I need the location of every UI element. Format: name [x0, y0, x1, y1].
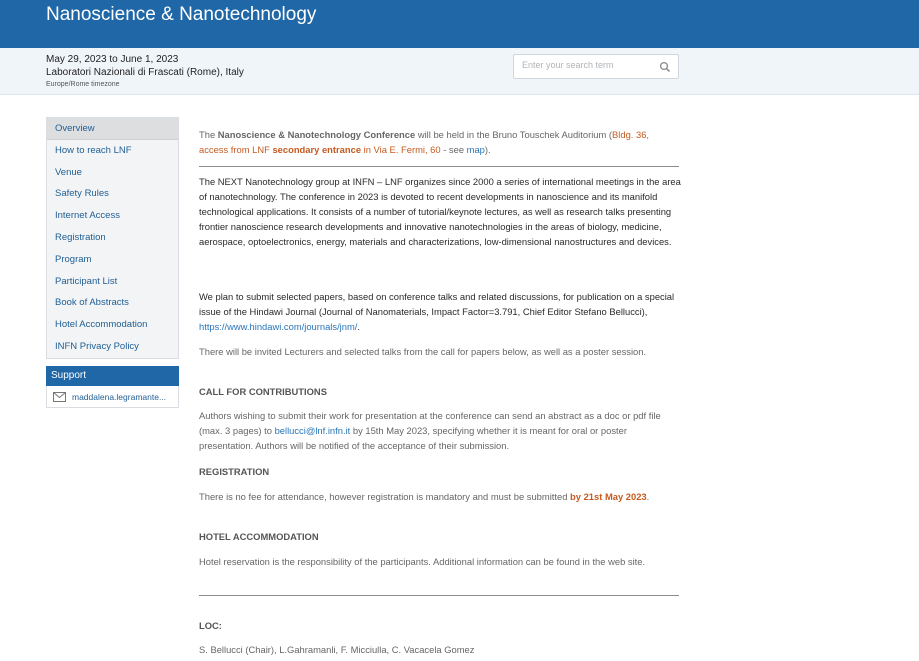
hotel-paragraph: Hotel reservation is the responsibility of the participants. Additional information can be found in the web site.	[199, 556, 646, 567]
registration-text: There is no fee for attendance, however registration is mandatory and must be submitted	[199, 491, 571, 502]
call-text: by 15th May 2023, specifying whether it is meant for oral or poster presentation. Authors will be notified of the acceptance of their submission.	[199, 425, 627, 451]
sidebar-item-internet-access[interactable]: Internet Access	[55, 210, 120, 222]
publication-text: We plan to submit selected papers, based on conference talks and related discussions, for publication on a special issue of the Hindawi Journal (Journal of Nanomaterials, Impact Factor=3.791, Chief Editor Stefano Bellucci),	[199, 291, 675, 317]
sidebar-item-program[interactable]: Program	[55, 253, 92, 265]
header-bar	[0, 0, 919, 48]
support-email-link[interactable]: maddalena.legramante...	[72, 391, 167, 402]
intro-text: - see	[440, 144, 467, 155]
hindawi-link[interactable]: https://www.hindawi.com/journals/jnm/	[199, 321, 358, 332]
divider	[199, 166, 679, 167]
publication-paragraph	[199, 289, 681, 334]
call-for-contributions-heading: CALL FOR CONTRIBUTIONS	[199, 386, 327, 397]
secondary-entrance: secondary entrance	[272, 144, 362, 155]
loc-heading: LOC:	[199, 620, 222, 631]
contact-email-link[interactable]: bellucci@lnf.infn.it	[274, 425, 351, 436]
building-info: Bldg. 36, access from LNF	[199, 129, 650, 155]
registration-deadline: by 21st May 2023	[570, 491, 647, 502]
invited-lecturers-paragraph: There will be invited Lecturers and selected talks from the call for papers below, as well as a poster session.	[199, 346, 647, 357]
call-text: Authors wishing to submit their work for presentation at the conference can send an abstract as a doc or pdf file (max. 3 pages) to	[199, 410, 661, 436]
sidebar-item-venue[interactable]: Venue	[55, 166, 82, 178]
sidebar-item-privacy-policy[interactable]: INFN Privacy Policy	[55, 340, 139, 352]
intro-text: will be held in the Bruno Touschek Auditorium (	[415, 129, 613, 140]
loc-members: S. Bellucci (Chair), L.Gahramanli, F. Micciulla, C. Vacacela Gomez	[199, 644, 475, 655]
publication-text: .	[357, 321, 361, 332]
call-for-contributions-paragraph	[199, 408, 679, 453]
event-dates: May 29, 2023 to June 1, 2023	[46, 54, 179, 65]
registration-text: .	[646, 491, 650, 502]
sidebar-item-participant-list[interactable]: Participant List	[55, 275, 118, 287]
sidebar-item-registration[interactable]: Registration	[55, 231, 106, 243]
intro-text: ).	[484, 144, 491, 155]
event-info-bar	[0, 48, 919, 95]
address-text: in Via E. Fermi, 60	[361, 144, 441, 155]
sidebar-item-safety-rules[interactable]: Safety Rules	[55, 188, 109, 200]
search-icon[interactable]	[659, 61, 671, 73]
support-email-row[interactable]	[46, 386, 179, 408]
sidebar-item-how-to-reach[interactable]: How to reach LNF	[55, 144, 132, 156]
map-link[interactable]: map	[466, 144, 485, 155]
divider	[199, 595, 679, 596]
event-timezone: Europe/Rome timezone	[46, 81, 120, 88]
envelope-icon	[53, 392, 66, 402]
description-paragraph: The NEXT Nanotechnology group at INFN – LNF organizes since 2000 a series of international meetings in the area of nanotechnology. The conference in 2023 is devoted to recent developments in nanoscience and its manifold technological applications. It consists of a number of tutorial/keynote lectures, as well as research talks presenting frontier nanoscience research developments and innovative nanotechnologies in the areas of biology, medicine, aerospace, optoelectronics, energy, materials and characterizations, low-dimensional nanostructures and devices.	[199, 176, 681, 247]
intro-text: The	[199, 129, 218, 140]
search-input[interactable]	[522, 60, 654, 70]
sidebar-item-overview[interactable]: Overview	[47, 118, 178, 140]
registration-heading: REGISTRATION	[199, 466, 270, 477]
hotel-accommodation-heading: HOTEL ACCOMMODATION	[199, 531, 319, 542]
sidebar-item-book-of-abstracts[interactable]: Book of Abstracts	[55, 297, 129, 309]
support-box	[46, 366, 179, 408]
conference-title[interactable]: Nanoscience & Nanotechnology	[46, 4, 317, 25]
event-venue: Laboratori Nazionali di Frascati (Rome), Italy	[46, 67, 244, 78]
conference-name: Nanoscience & Nanotechnology Conference	[217, 129, 416, 140]
sidebar-item-hotel-accommodation[interactable]: Hotel Accommodation	[55, 319, 148, 331]
sidebar-menu	[46, 117, 179, 359]
support-title: Support	[46, 366, 179, 386]
registration-paragraph	[199, 489, 679, 504]
search-box[interactable]	[513, 54, 679, 79]
intro-paragraph	[199, 127, 679, 157]
